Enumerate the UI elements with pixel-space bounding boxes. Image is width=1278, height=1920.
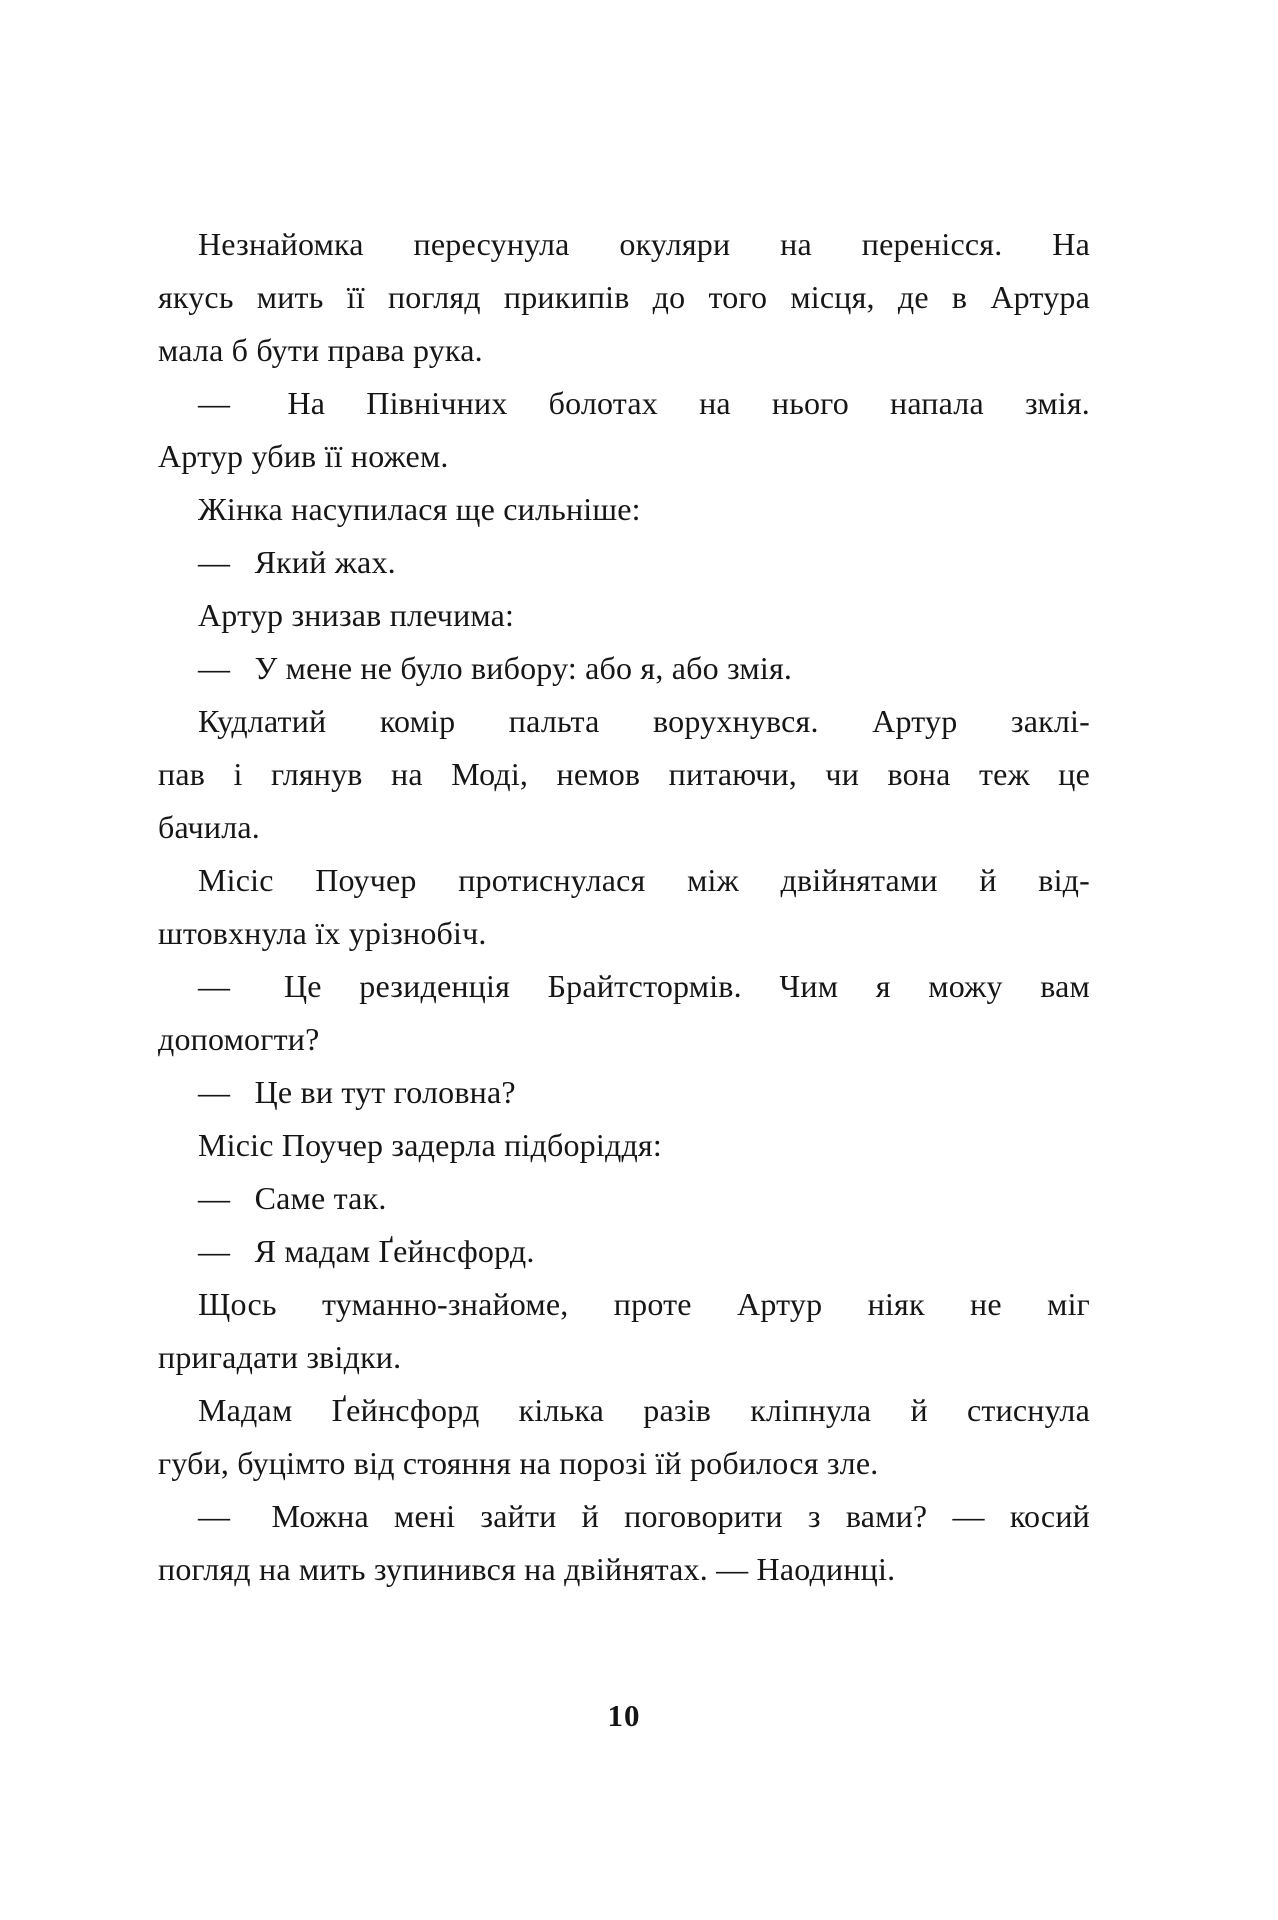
text-line: пригадати звідки.: [158, 1339, 402, 1375]
text-line: Місіс Поучер задерла підборіддя:: [198, 1127, 662, 1163]
paragraph: [158, 960, 1090, 1066]
text-line: штовхнула їх урізнобіч.: [158, 915, 487, 951]
paragraph: [158, 536, 1090, 589]
text-line: — Саме так.: [198, 1180, 387, 1216]
paragraph: [158, 695, 1090, 854]
text-line: — На Північних болотах на нього напала змія.: [198, 385, 1090, 421]
text-line: допомогти?: [158, 1021, 320, 1057]
text-line: Щось туманно-знайоме, проте Артур ніяк не міг: [198, 1286, 1090, 1322]
text-line: Мадам Ґейнсфорд кілька разів кліпнула й стиснула: [198, 1392, 1090, 1428]
paragraph: [158, 1066, 1090, 1119]
text-line: — Я мадам Ґейнсфорд.: [198, 1233, 535, 1269]
text-line: — Який жах.: [198, 544, 396, 580]
paragraph: [158, 1225, 1090, 1278]
paragraph: [158, 1384, 1090, 1490]
text-line: — Це ви тут головна?: [198, 1074, 516, 1110]
text-line: — У мене не було вибору: або я, або змія.: [198, 650, 793, 686]
text-line: погляд на мить зупинився на двійнятах. — Наодинці.: [158, 1551, 896, 1587]
paragraph: [158, 854, 1090, 960]
text-line: бачила.: [158, 809, 260, 845]
text-line: Місіс Поучер протиснулася між двійнятами й від-: [198, 862, 1090, 898]
text-line: якусь мить її погляд прикипів до того місця, де в Артура: [158, 279, 1090, 315]
paragraph: [158, 589, 1090, 642]
page-number: 10: [607, 1698, 641, 1733]
text-line: Кудлатий комір пальта ворухнувся. Артур заклі-: [198, 703, 1090, 739]
paragraph: [158, 218, 1090, 377]
page-text: [158, 218, 1090, 1596]
text-line: пав і глянув на Моді, немов питаючи, чи вона теж це: [158, 756, 1090, 792]
paragraph: [158, 1119, 1090, 1172]
text-line: Артур знизав плечима:: [198, 597, 515, 633]
text-line: мала б бути права рука.: [158, 332, 483, 368]
paragraph: [158, 1278, 1090, 1384]
paragraph: [158, 377, 1090, 483]
text-line: губи, буцімто від стояння на порозі їй робилося зле.: [158, 1445, 879, 1481]
paragraph: [158, 483, 1090, 536]
paragraph: [158, 1490, 1090, 1596]
text-line: — Можна мені зайти й поговорити з вами? — косий: [198, 1498, 1090, 1534]
text-line: Незнайомка пересунула окуляри на перенісся. На: [198, 226, 1090, 262]
text-line: Артур убив її ножем.: [158, 438, 449, 474]
text-line: Жінка насупилася ще сильніше:: [198, 491, 641, 527]
text-line: — Це резиденція Брайтстормів. Чим я можу вам: [198, 968, 1090, 1004]
paragraph: [158, 1172, 1090, 1225]
paragraph: [158, 642, 1090, 695]
